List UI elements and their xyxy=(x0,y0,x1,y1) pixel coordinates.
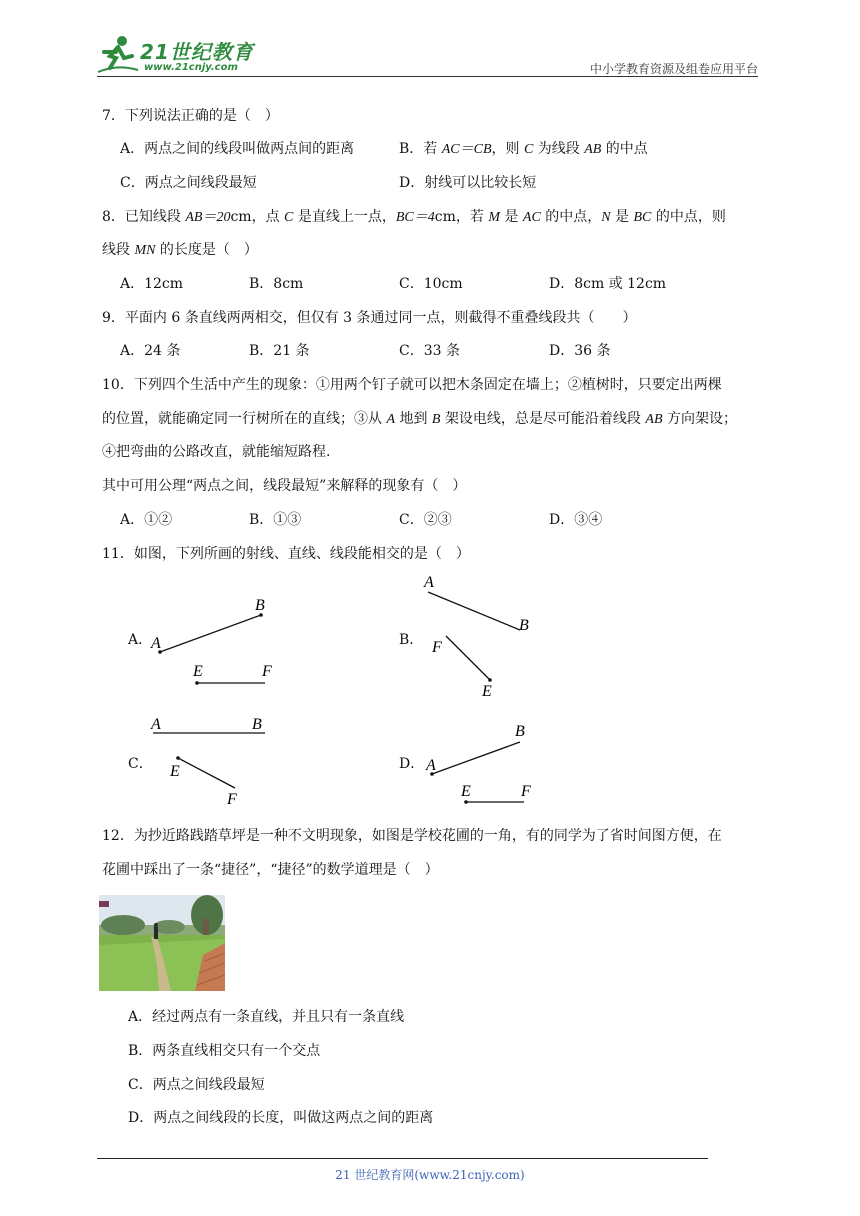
q11-d-label-e: E xyxy=(461,783,471,800)
q11-option-d-label: D． xyxy=(399,756,425,772)
q11-a-segment-ab xyxy=(160,615,261,652)
q11-b-label-f: F xyxy=(432,639,442,656)
q12-option-d: D．两点之间线段的长度，叫做这两点之间的距离 xyxy=(128,1110,434,1126)
q7-option-b: B．若 AC＝CB，则 C 为线段 AB 的中点 xyxy=(399,141,648,157)
q9-option-b: B．21 条 xyxy=(249,343,310,359)
q11-c-label-a: A xyxy=(151,716,161,733)
q12-stem-line1: 12．为抄近路践踏草坪是一种不文明现象，如图是学校花圃的一角，有的同学为了省时间图方便，在 xyxy=(102,828,722,844)
q11-a-label-f: F xyxy=(262,663,272,680)
q10-stem-line4: 其中可用公理“两点之间，线段最短”来解释的现象有（ ） xyxy=(102,478,467,494)
q11-c-segment-ef xyxy=(178,758,235,788)
q7-option-d: D．射线可以比较长短 xyxy=(399,175,537,191)
q8-option-d: D．8cm 或 12cm xyxy=(549,276,667,292)
q9-option-d: D．36 条 xyxy=(549,343,611,359)
q11-d-label-b: B xyxy=(515,723,525,740)
q11-a-label-e: E xyxy=(193,663,203,680)
q11-d-label-a: A xyxy=(426,757,436,774)
footer-link[interactable]: 21 世纪教育网(www.21cnjy.com) xyxy=(335,1168,525,1182)
q10-option-b: B．①③ xyxy=(249,512,302,528)
q11-b-label-a: A xyxy=(424,574,434,591)
q10-option-c: C．②③ xyxy=(399,512,452,528)
q11-b-segment-ab xyxy=(428,592,520,630)
q11-c-label-e: E xyxy=(170,763,180,780)
footer-rule xyxy=(97,1158,708,1159)
q11-figure-a xyxy=(150,597,272,685)
q7-stem: 7．下列说法正确的是（ ） xyxy=(102,108,279,124)
q11-b-label-b: B xyxy=(519,617,529,634)
lawn-shortcut-image xyxy=(99,895,225,991)
q8-option-c: C．10cm xyxy=(399,276,463,292)
q9-option-c: C．33 条 xyxy=(399,343,460,359)
q11-stem: 11．如图，下列所画的射线、直线、线段能相交的是（ ） xyxy=(102,546,470,562)
q10-stem-line1: 10．下列四个生活中产生的现象：①用两个钉子就可以把木条固定在墙上；②植树时，只要定出两棵 xyxy=(102,377,722,393)
q10-stem-line3: ④把弯曲的公路改直，就能缩短路程. xyxy=(102,444,331,460)
q11-option-c-label: C． xyxy=(128,756,153,772)
q9-stem: 9．平面内 6 条直线两两相交，但仅有 3 条通过同一点，则截得不重叠线段共（ ） xyxy=(102,310,637,326)
header-logo xyxy=(96,34,266,78)
q11-figure-b xyxy=(423,574,529,700)
q11-option-b-label: B． xyxy=(399,632,424,648)
q11-option-a-label: A． xyxy=(128,632,153,648)
q11-figures xyxy=(0,570,860,830)
q11-c-label-f: F xyxy=(227,791,237,808)
q11-figure-c xyxy=(150,716,265,808)
q12-option-b: B．两条直线相交只有一个交点 xyxy=(128,1043,321,1059)
q7-option-a: A．两点之间的线段叫做两点间的距离 xyxy=(120,141,355,157)
q12-option-a: A．经过两点有一条直线，并且只有一条直线 xyxy=(128,1009,405,1025)
q12-option-c: C．两点之间线段最短 xyxy=(128,1077,265,1093)
q8-stem-line2: 线段 MN 的长度是（ ） xyxy=(102,242,258,258)
q11-c-point-e xyxy=(176,756,180,760)
q7-option-c: C．两点之间线段最短 xyxy=(120,175,257,191)
q10-stem-line2: 的位置，就能确定同一行树所在的直线；③从 A 地到 B 架设电线，总是尽可能沿着线段 AB 方向架设； xyxy=(102,411,737,427)
logo-main-text: 21世纪教育 xyxy=(140,40,254,64)
q11-figure-d xyxy=(425,723,531,804)
header-platform-text: 中小学教育资源及组卷应用平台 xyxy=(589,62,758,76)
q8-option-b: B．8cm xyxy=(249,276,304,292)
q11-a-label-b: B xyxy=(255,597,265,614)
q11-b-segment-fe xyxy=(446,636,490,680)
q8-option-a: A．12cm xyxy=(120,276,184,292)
q8-stem-line1: 8．已知线段 AB＝20cm，点 C 是直线上一点，BC＝4cm，若 M 是 AC 的中点，N 是 BC 的中点，则 xyxy=(102,209,726,225)
q9-option-a: A．24 条 xyxy=(120,343,181,359)
runner-logo-icon xyxy=(96,34,140,74)
q11-a-point-e xyxy=(195,681,199,685)
q11-b-point-e xyxy=(488,678,492,682)
q12-lawn-photo xyxy=(99,895,225,991)
q11-b-label-e: E xyxy=(482,683,492,700)
q12-stem-line2: 花圃中踩出了一条“捷径”，“捷径”的数学道理是（ ） xyxy=(102,862,439,878)
q10-option-a: A．①② xyxy=(120,512,173,528)
header-rule xyxy=(97,76,758,77)
q11-c-label-b: B xyxy=(252,716,262,733)
q11-d-point-e xyxy=(464,800,468,804)
logo-url-text: www.21cnjy.com xyxy=(144,62,238,73)
q11-d-ray-ab xyxy=(432,742,520,774)
q10-option-d: D．③④ xyxy=(549,512,603,528)
q11-d-label-f: F xyxy=(521,783,531,800)
q11-a-label-a: A xyxy=(151,635,161,652)
